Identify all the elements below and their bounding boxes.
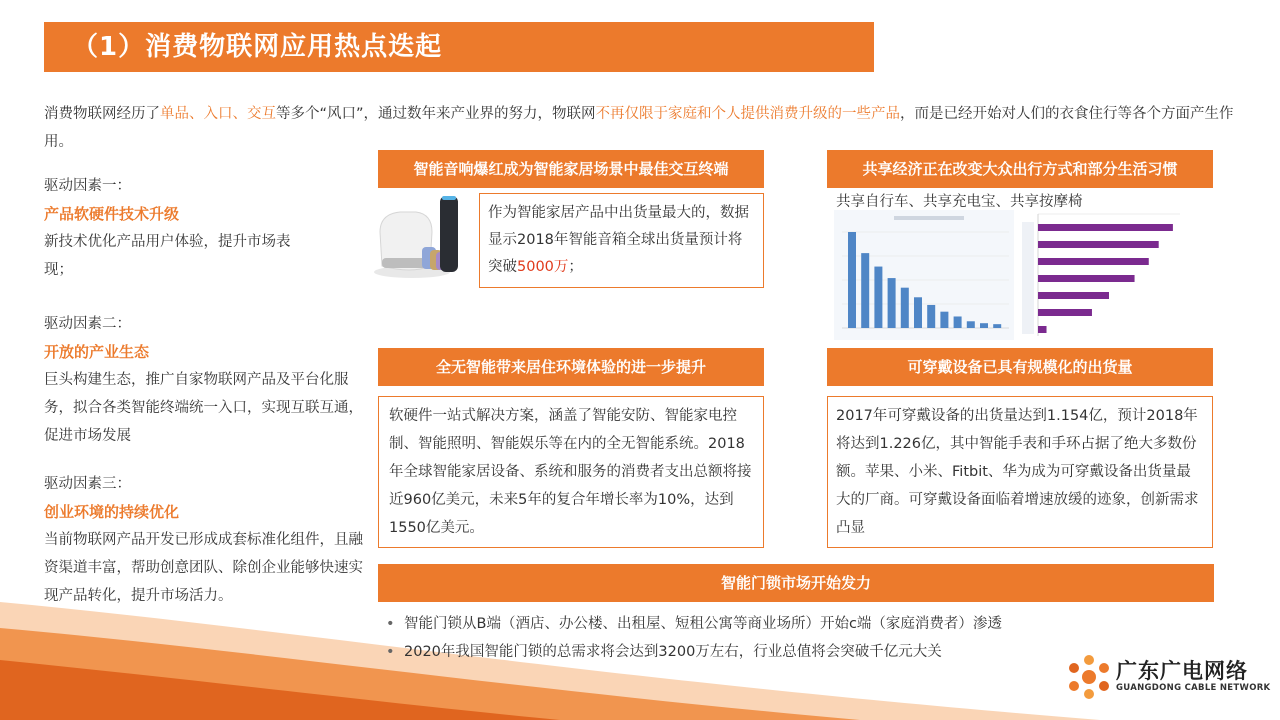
intro-paragraph (44, 100, 1234, 156)
horizontal-bar (1038, 309, 1092, 316)
horizontal-bar (1038, 326, 1047, 333)
horizontal-bar (1038, 258, 1149, 265)
lock-bullet (386, 612, 1002, 633)
speaker-textbox (479, 193, 764, 288)
bullet-dot-icon: • (386, 616, 395, 632)
intro-text: ，而是已经开始对人们的衣食住行等各个方面产生作用。 (44, 106, 1234, 150)
bullet-dot-icon: • (386, 644, 395, 660)
driver-subtitle: 产品软硬件技术升级 (44, 205, 180, 223)
horizontal-bar (1038, 224, 1173, 231)
vertical-bar (993, 324, 1001, 328)
speaker-text: 作为智能家居产品中出货量最大的，数据显示2018年智能音箱全球出货量预计将突破 (488, 205, 749, 275)
speaker-text-end: ； (568, 259, 583, 275)
lock-bullet-text: 2020年我国智能门锁的总需求将会达到3200万左右，行业总值将会突破千亿元大关 (404, 644, 942, 660)
lock-bullet-text: 智能门锁从B端（酒店、办公楼、出租屋、短租公寓等商业场所）开始c端（家庭消费者）渗透 (404, 616, 1002, 632)
lock-bullet (386, 640, 942, 661)
vertical-bar (980, 323, 988, 328)
horizontal-bar (1038, 275, 1135, 282)
horizontal-bar-chart (1020, 210, 1190, 340)
driver-subtitle: 创业环境的持续优化 (44, 503, 180, 521)
driver-2 (44, 310, 369, 450)
sharing-subtitle: 共享自行车、共享充电宝、共享按摩椅 (836, 194, 1083, 210)
smarthome-header: 全无智能带来居住环境体验的进一步提升 (378, 348, 764, 386)
driver-heading: 驱动因素二： (44, 316, 131, 332)
intro-highlight: 不再仅限于家庭和个人提供消费升级的一些产品 (595, 106, 901, 122)
vertical-bar (940, 312, 948, 328)
horizontal-bar (1038, 292, 1109, 299)
driver-heading: 驱动因素一： (44, 178, 131, 194)
vertical-bar (901, 288, 909, 328)
driver-body: 新技术优化产品用户体验，提升市场表现； (44, 234, 291, 278)
vertical-bar (874, 267, 882, 328)
vertical-bar (927, 305, 935, 328)
speaker-highlight: 5000万 (517, 259, 569, 275)
driver-body: 巨头构建生态，推广自家物联网产品及平台化服务，拟合各类智能终端统一入口，实现互联互通，促进市场发展 (44, 372, 363, 444)
page-title: （1）消费物联网应用热点迭起 (72, 32, 443, 62)
horizontal-bar (1038, 241, 1159, 248)
driver-3 (44, 470, 369, 610)
speaker-header: 智能音响爆红成为智能家居场景中最佳交互终端 (378, 150, 764, 188)
vertical-bar (888, 278, 896, 328)
intro-text: 消费物联网经历了 (44, 106, 160, 122)
intro-highlight: 单品、入口、交互 (160, 106, 276, 122)
lock-header: 智能门锁市场开始发力 (378, 564, 1214, 602)
logo-icon (1064, 652, 1114, 702)
vertical-bar-chart (834, 210, 1014, 340)
vertical-bar (967, 321, 975, 328)
smart-speaker-image (372, 192, 472, 282)
logo-name: 广东广电网络 (1116, 659, 1248, 683)
driver-body: 当前物联网产品开发已形成成套标准化组件，且融资渠道丰富，帮助创意团队、除创企业能够快速实现产品转化，提升市场活力。 (44, 532, 363, 604)
vertical-bar (914, 297, 922, 328)
driver-subtitle: 开放的产业生态 (44, 343, 150, 361)
wearable-textbox: 2017年可穿戴设备的出货量达到1.154亿，预计2018年将达到1.226亿，其中智能手表和手环占据了绝大多数份额。苹果、小米、Fitbit、华为成为可穿戴设备出货量最大的厂商。可穿戴设备面临着增速放缓的迹象，创新需求凸显 (827, 396, 1213, 548)
driver-1 (44, 172, 314, 284)
wearable-header: 可穿戴设备已具有规模化的出货量 (827, 348, 1213, 386)
driver-heading: 驱动因素三： (44, 476, 131, 492)
logo-english: GUANGDONG CABLE NETWORK (1116, 683, 1271, 693)
vertical-bar (954, 316, 962, 328)
intro-text: 等多个“风口”，通过数年来产业界的努力，物联网 (276, 106, 596, 122)
smarthome-textbox: 软硬件一站式解决方案，涵盖了智能安防、智能家电控制、智能照明、智能娱乐等在内的全无智能系统。2018年全球智能家居设备、系统和服务的消费者支出总额将接近960亿美元，未来5年的复合年增长率为10%，达到1550亿美元。 (378, 396, 764, 548)
vertical-bar (861, 253, 869, 328)
vertical-bar (848, 232, 856, 328)
sharing-header: 共享经济正在改变大众出行方式和部分生活习惯 (827, 150, 1213, 188)
